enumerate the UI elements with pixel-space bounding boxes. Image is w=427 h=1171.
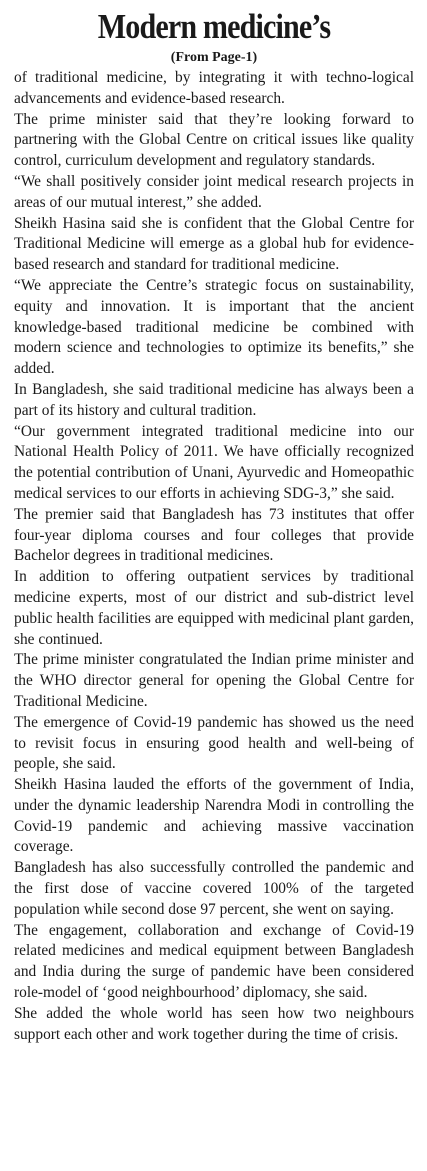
article-paragraph: The prime minister said that they’re looking forward to partnering with the Global Centre on critical issues like quality control, curriculum development and regulatory standards.	[14, 110, 414, 170]
article-paragraph: Sheikh Hasina said she is confident that the Global Centre for Traditional Medicine will emerge as a global hub for evidence-based research and standard for traditional medicine.	[14, 214, 414, 274]
article-headline: Modern medicine’s	[97, 7, 331, 46]
article-paragraph: In Bangladesh, she said traditional medicine has always been a part of its history and cultural tradition.	[14, 380, 414, 419]
article-paragraph: Sheikh Hasina lauded the efforts of the government of India, under the dynamic leadership Narendra Modi in controlling the Covid-19 pandemic and achieving massive vaccination coverage.	[14, 776, 414, 856]
article-paragraph: of traditional medicine, by integrating it with techno-logical advancements and evidence-based research.	[14, 69, 414, 107]
article-paragraph: The emergence of Covid-19 pandemic has showed us the need to revisit focus in ensuring good health and well-being of people, she said.	[14, 713, 414, 773]
article-paragraph: Bangladesh has also successfully controlled the pandemic and the first dose of vaccine covered 100% of the targeted population while second dose 97 percent, she went on saying.	[14, 859, 414, 918]
article-body	[14, 68, 414, 1045]
article-paragraph: The engagement, collaboration and exchange of Covid-19 related medicines and medical equipment between Bangladesh and India during the surge of pandemic have been considered role-model of ‘good neighbourhood’ diplomacy, she said.	[14, 921, 414, 1002]
news-article	[14, 6, 414, 1045]
article-paragraph: “Our government integrated traditional medicine into our National Health Policy of 2011. We have officially recognized the potential contribution of Unani, Ayurvedic and Homeopathic medical services to our efforts in achieving SDG-3,” she said.	[14, 422, 414, 502]
article-paragraph: “We appreciate the Centre’s strategic focus on sustainability, equity and innovation. It is important that the ancient knowledge-based traditional medicine be combined with modern science and technologies to optimize its benefits,” she added.	[14, 276, 414, 378]
article-paragraph: The premier said that Bangladesh has 73 institutes that offer four-year diploma courses and four colleges that provide Bachelor degrees in traditional medicines.	[14, 505, 414, 565]
article-paragraph: “We shall positively consider joint medical research projects in areas of our mutual interest,” she added.	[14, 172, 414, 211]
article-paragraph: She added the whole world has seen how two neighbours support each other and work together during the time of crisis.	[14, 1004, 414, 1043]
continuation-label: (From Page-1)	[170, 50, 258, 65]
article-paragraph: In addition to offering outpatient services by traditional medicine experts, most of our district and sub-district level public health facilities are equipped with medicinal plant garden, she continued.	[14, 568, 414, 648]
article-paragraph: The prime minister congratulated the Indian prime minister and the WHO director general for opening the Global Centre for Traditional Medicine.	[14, 651, 414, 710]
